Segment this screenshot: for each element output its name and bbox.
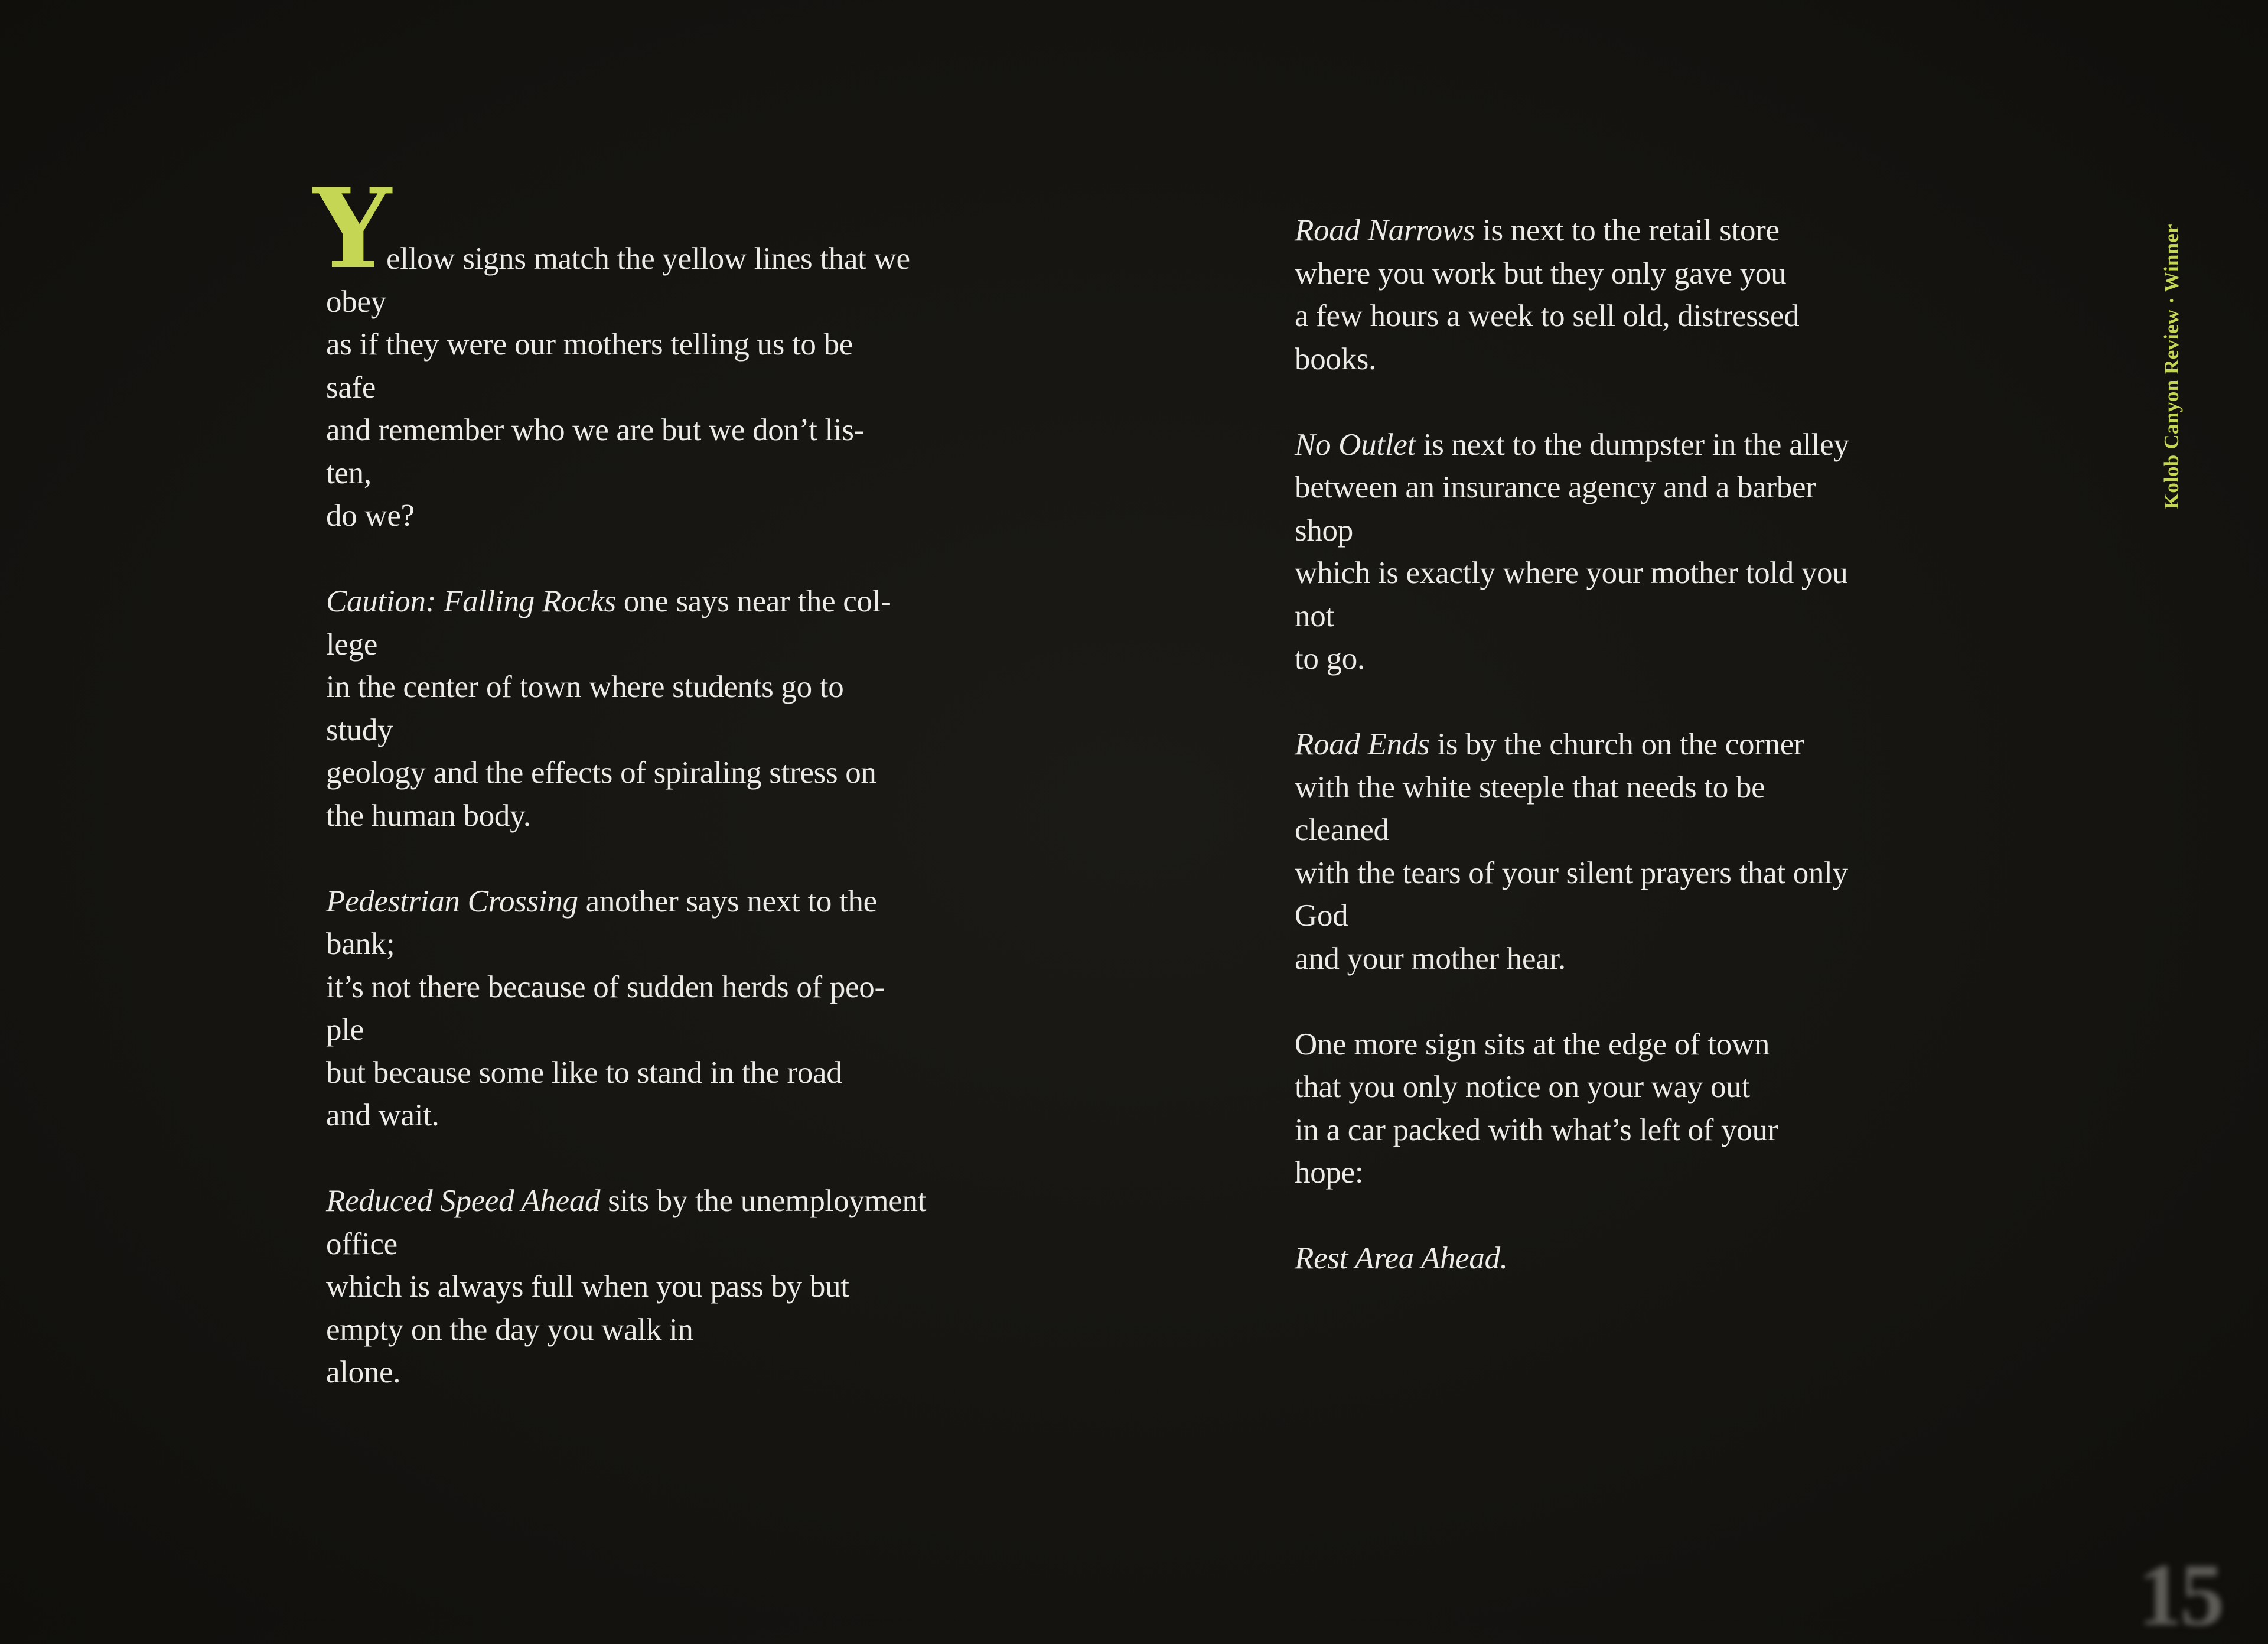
poem-line-text: another says next to the bbox=[578, 884, 877, 919]
poem-line: safe bbox=[326, 370, 376, 405]
poem-line bbox=[326, 880, 1011, 923]
poem-line-text: is by the church on the corner bbox=[1429, 727, 1804, 761]
poem-line: to go. bbox=[1295, 642, 1365, 676]
stanza-reduced-speed bbox=[326, 1180, 1011, 1394]
poem-line: the human body. bbox=[326, 798, 531, 833]
poem-line: a few hours a week to sell old, distressed bbox=[1295, 299, 1800, 333]
poem-line: empty on the day you walk in bbox=[326, 1312, 693, 1347]
poem-left-column bbox=[313, 164, 1011, 1437]
sign-name: Pedestrian Crossing bbox=[326, 884, 578, 919]
poem-line: study bbox=[326, 712, 393, 747]
poem-line: lege bbox=[326, 627, 378, 662]
poem-line: where you work but they only gave you bbox=[1295, 256, 1787, 291]
poem-line: shop bbox=[1295, 513, 1353, 548]
poem-line: and remember who we are but we don’t lis- bbox=[326, 413, 864, 447]
poem-line: God bbox=[1295, 898, 1348, 933]
poem-line: books. bbox=[1295, 341, 1377, 376]
poem-line: as if they were our mothers telling us to be bbox=[326, 327, 853, 362]
stanza-opening bbox=[313, 164, 1011, 538]
sign-name: Road Ends bbox=[1295, 727, 1430, 761]
poem-line bbox=[326, 580, 1011, 623]
closing-line: Rest Area Ahead. bbox=[1295, 1241, 1508, 1275]
poem-line: that you only notice on your way out bbox=[1295, 1070, 1750, 1104]
poem-line: which is always full when you pass by but bbox=[326, 1269, 849, 1304]
poem-line-text: is next to the dumpster in the alley bbox=[1415, 427, 1849, 462]
drop-cap-line-text: ellow signs match the yellow lines that we bbox=[386, 242, 910, 276]
drop-cap: Y bbox=[313, 164, 388, 293]
stanza-edge-of-town bbox=[1295, 1023, 2003, 1194]
award-label: Kolob Canyon Review · Winner bbox=[2160, 224, 2183, 509]
sign-name: Caution: Falling Rocks bbox=[326, 584, 616, 618]
poem-line: geology and the effects of spiraling stress on bbox=[326, 756, 876, 790]
poem-line: cleaned bbox=[1295, 813, 1389, 847]
poem-line: not bbox=[1295, 598, 1334, 633]
poem-line: hope: bbox=[1295, 1155, 1364, 1190]
poem-line: office bbox=[326, 1226, 397, 1261]
stanza-road-narrows bbox=[1295, 209, 2003, 380]
poem-line bbox=[1295, 723, 2003, 766]
poem-line: but because some like to stand in the road bbox=[326, 1055, 842, 1090]
poem-line bbox=[326, 1180, 1011, 1223]
poem-line: which is exactly where your mother told you bbox=[1295, 556, 1848, 590]
poem-line: with the tears of your silent prayers that only bbox=[1295, 855, 1848, 890]
poem-line: with the white steeple that needs to be bbox=[1295, 770, 1765, 805]
poem-line: bank; bbox=[326, 927, 395, 961]
poem-line: ple bbox=[326, 1013, 364, 1047]
poem-line: in a car packed with what’s left of your bbox=[1295, 1112, 1778, 1147]
poem-line-text: sits by the unemployment bbox=[600, 1184, 927, 1218]
poem-line: do we? bbox=[326, 499, 415, 533]
stanza-road-ends bbox=[1295, 723, 2003, 980]
poem-line: in the center of town where students go to bbox=[326, 670, 844, 704]
poem-line: between an insurance agency and a barber bbox=[1295, 470, 1816, 504]
stanza-no-outlet bbox=[1295, 424, 2003, 681]
poem-line: obey bbox=[326, 284, 386, 319]
page-number: 15 bbox=[2138, 1546, 2222, 1644]
sign-name: Road Narrows bbox=[1295, 213, 1475, 248]
stanza-falling-rocks bbox=[326, 580, 1011, 837]
sign-name: No Outlet bbox=[1295, 427, 1416, 462]
poem-line: it’s not there because of sudden herds of peo- bbox=[326, 969, 885, 1004]
poem-line: One more sign sits at the edge of town bbox=[1295, 1027, 1770, 1062]
poem-line: ten, bbox=[326, 455, 372, 490]
poem-right-column bbox=[1295, 209, 2003, 1323]
poem-line-text: one says near the col- bbox=[615, 584, 891, 618]
poem-line: and wait. bbox=[326, 1098, 439, 1132]
sign-name: Reduced Speed Ahead bbox=[326, 1184, 601, 1218]
poem-line bbox=[1295, 209, 2003, 252]
poem-line: alone. bbox=[326, 1355, 401, 1389]
stanza-closing bbox=[1295, 1237, 2003, 1280]
poem-line-text: is next to the retail store bbox=[1475, 213, 1780, 248]
poem-line: and your mother hear. bbox=[1295, 941, 1566, 976]
poem-line bbox=[1295, 424, 2003, 467]
poem-line bbox=[313, 164, 1011, 293]
stanza-pedestrian-crossing bbox=[326, 880, 1011, 1137]
